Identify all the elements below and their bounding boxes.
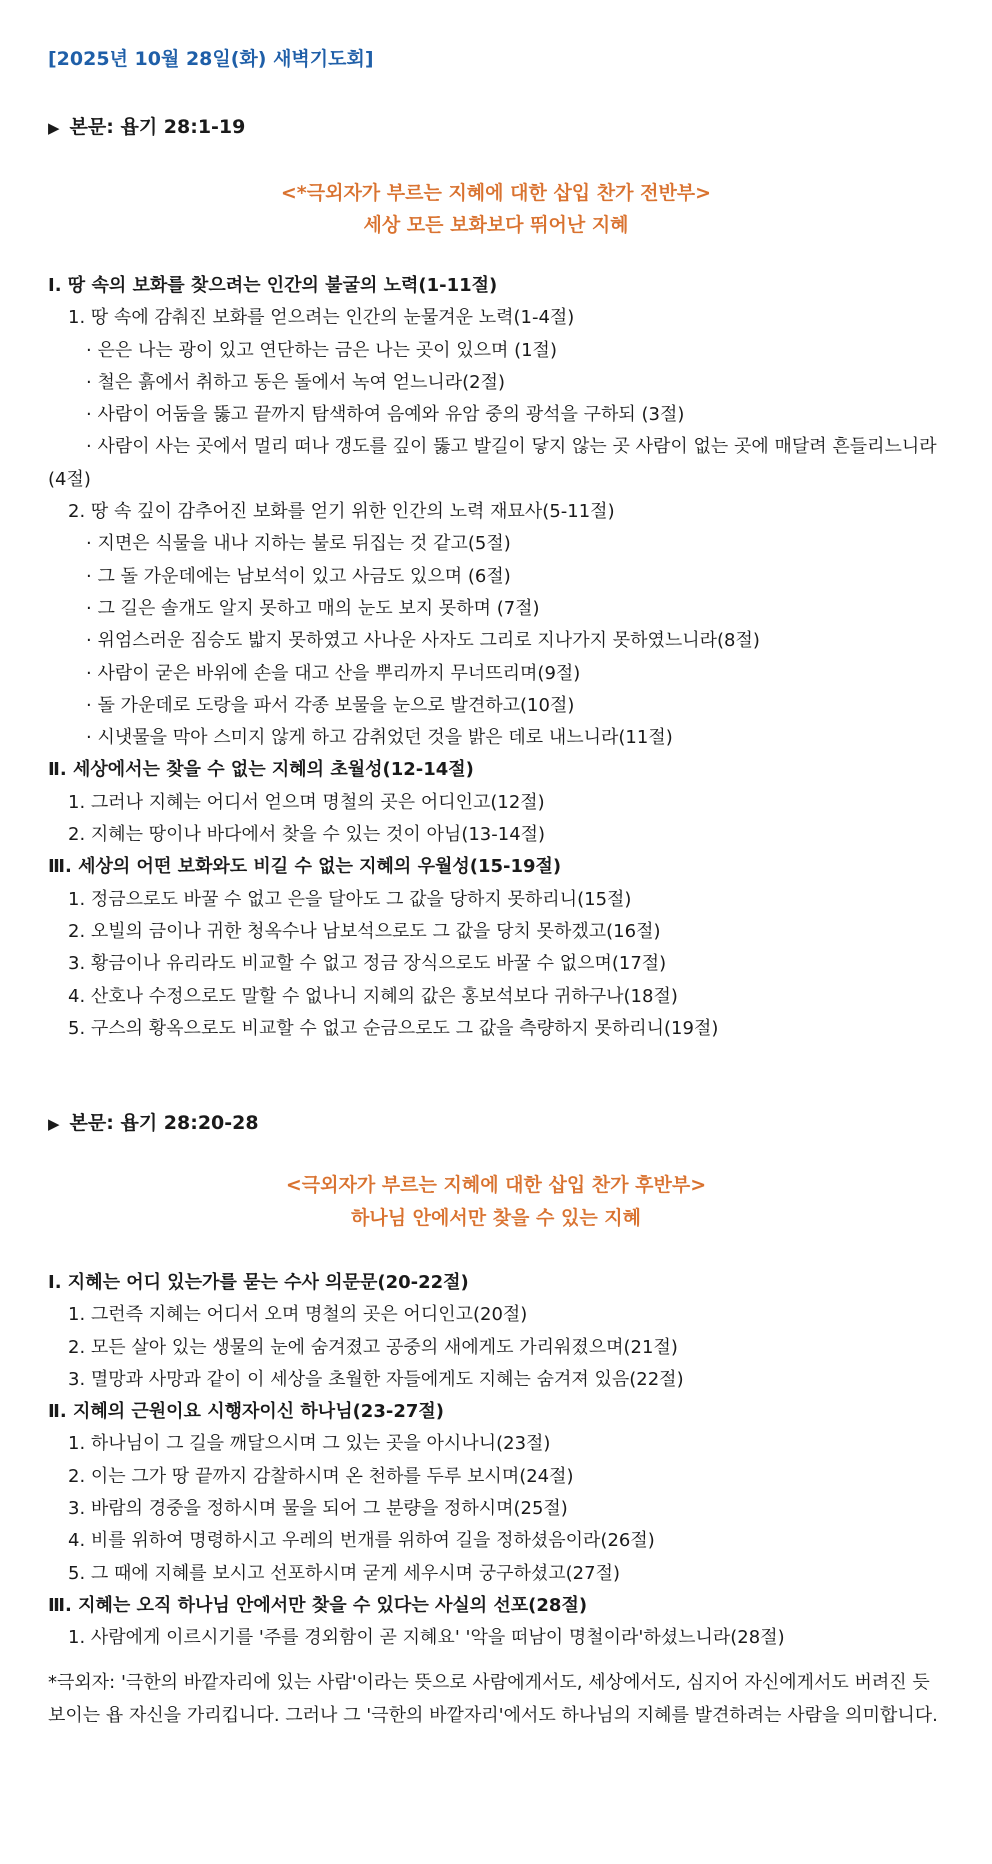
outline-item: 2. 땅 속 깊이 감추어진 보화를 얻기 위한 인간의 노력 재묘사(5-11절) [68, 501, 615, 523]
outline-item: 4. 비를 위하여 명령하시고 우레의 번개를 위하여 길을 정하셨음이라(26절) [68, 1530, 655, 1552]
passage-label: 본문: 욥기 28:20-28 [69, 1112, 259, 1134]
document-title: [2025년 10월 28일(화) 새벽기도회] [48, 48, 374, 70]
outline-verse: · 사람이 굳은 바위에 손을 대고 산을 뿌리까지 무너뜨리며(9절) [86, 662, 581, 684]
outline-item: 1. 그런즉 지혜는 어디서 오며 명철의 곳은 어디인고(20절) [68, 1304, 528, 1326]
outline-item: 1. 땅 속에 감춰진 보화를 얻으려는 인간의 눈물겨운 노력(1-4절) [68, 307, 575, 329]
outline-item: 3. 멸망과 사망과 같이 이 세상을 초월한 자들에게도 지혜는 숨겨져 있음(22절) [68, 1368, 684, 1390]
outline-heading: Ⅰ. 땅 속의 보화를 찾으려는 인간의 불굴의 노력(1-11절) [48, 275, 498, 296]
outline-item: 5. 구스의 황옥으로도 비교할 수 없고 순금으로도 그 값을 측량하지 못하리니(19절) [68, 1017, 719, 1039]
outline-verse: · 그 길은 솔개도 알지 못하고 매의 눈도 보지 못하며 (7절) [86, 597, 540, 619]
triangle-bullet-icon: ▶ [48, 1115, 60, 1133]
outline-verse: · 지면은 식물을 내나 지하는 불로 뒤집는 것 같고(5절) [86, 533, 511, 555]
outline-item: 2. 지혜는 땅이나 바다에서 찾을 수 있는 것이 아님(13-14절) [68, 824, 546, 846]
triangle-bullet-icon: ▶ [48, 119, 60, 137]
outline-verse: · 위엄스러운 짐승도 밟지 못하였고 사나운 사자도 그리로 지나가지 못하였느니라(8절) [86, 630, 760, 652]
outline-section-1 [48, 270, 960, 1045]
outline-item: 1. 사람에게 이르시기를 '주를 경외함이 곧 지혜요' '악을 떠남이 명철이라'하셨느니라(28절) [68, 1627, 785, 1649]
section-subtitle-line2: 세상 모든 보화보다 뛰어난 지혜 [363, 214, 629, 236]
passage-label: 본문: 욥기 28:1-19 [69, 116, 246, 138]
outline-item: 2. 모든 살아 있는 생물의 눈에 숨겨졌고 공중의 새에게도 가리워졌으며(21절) [68, 1336, 678, 1358]
outline-heading: Ⅱ. 세상에서는 찾을 수 없는 지혜의 초월성(12-14절) [48, 759, 474, 781]
outline-verse: · 철은 흙에서 취하고 동은 돌에서 녹여 얻느니라(2절) [86, 371, 506, 393]
footnote: *극외자: '극한의 바깥자리에 있는 사람'이라는 뜻으로 사람에게서도, 세상에서도, 심지어 자신에게서도 버려진 듯 보이는 욥 자신을 가리킵니다. 그러나 그 '극한의 바깥자리'에서도 하나님의 지혜를 발견하려는 사람을 의미합니다. [48, 1672, 938, 1726]
section-subtitle-line2: 하나님 안에서만 찾을 수 있는 지혜 [350, 1207, 642, 1229]
outline-heading: Ⅲ. 지혜는 오직 하나님 안에서만 찾을 수 있다는 사실의 선포(28절) [48, 1594, 588, 1616]
passage-heading-1 [48, 112, 245, 139]
outline-item: 2. 이는 그가 땅 끝까지 감찰하시며 온 천하를 두루 보시며(24절) [68, 1465, 574, 1487]
outline-verse: · 그 돌 가운데에는 남보석이 있고 사금도 있으며 (6절) [86, 565, 511, 587]
outline-verse: · 돌 가운데로 도랑을 파서 각종 보물을 눈으로 발견하고(10절) [86, 694, 575, 716]
outline-item: 3. 바람의 경중을 정하시며 물을 되어 그 분량을 정하시며(25절) [68, 1498, 568, 1520]
outline-heading: Ⅱ. 지혜의 근원이요 시행자이신 하나님(23-27절) [48, 1401, 444, 1423]
outline-item: 4. 산호나 수정으로도 말할 수 없나니 지혜의 값은 홍보석보다 귀하구나(18절) [68, 985, 678, 1007]
outline-item: 5. 그 때에 지혜를 보시고 선포하시며 굳게 세우시며 궁구하셨고(27절) [68, 1562, 620, 1584]
outline-item: 1. 정금으로도 바꿀 수 없고 은을 달아도 그 값을 당하지 못하리니(15절) [68, 888, 632, 910]
outline-verse: · 은은 나는 광이 있고 연단하는 금은 나는 곳이 있으며 (1절) [86, 339, 557, 361]
outline-section-2 [48, 1267, 960, 1655]
section-subtitle-line1: <극외자가 부르는 지혜에 대한 삽입 찬가 후반부> [285, 1174, 707, 1196]
outline-verse: · 사람이 어둠을 뚫고 끝까지 탐색하여 음예와 유암 중의 광석을 구하되 (3절) [86, 404, 685, 426]
outline-heading: Ⅰ. 지혜는 어디 있는가를 묻는 수사 의문문(20-22절) [48, 1272, 469, 1293]
outline-verse: · 사람이 사는 곳에서 멀리 떠나 갱도를 깊이 뚫고 발길이 닿지 않는 곳 사람이 없는 곳에 매달려 흔들리느니라(4절) [48, 436, 937, 490]
outline-heading: Ⅲ. 세상의 어떤 보화와도 비길 수 없는 지혜의 우월성(15-19절) [48, 856, 562, 878]
outline-verse: · 시냇물을 막아 스미지 않게 하고 감취었던 것을 밝은 데로 내느니라(11절) [86, 727, 673, 749]
outline-item: 2. 오빌의 금이나 귀한 청옥수나 남보석으로도 그 값을 당치 못하겠고(16절) [68, 920, 661, 942]
outline-item: 1. 그러나 지혜는 어디서 얻으며 명철의 곳은 어디인고(12절) [68, 791, 545, 813]
section-subtitle-line1: <*극외자가 부르는 지혜에 대한 삽입 찬가 전반부> [280, 182, 712, 204]
outline-item: 1. 하나님이 그 길을 깨달으시며 그 있는 곳을 아시나니(23절) [68, 1433, 551, 1455]
outline-item: 3. 황금이나 유리라도 비교할 수 없고 정금 장식으로도 바꿀 수 없으며(17절) [68, 953, 667, 975]
passage-heading-2 [48, 1108, 259, 1135]
